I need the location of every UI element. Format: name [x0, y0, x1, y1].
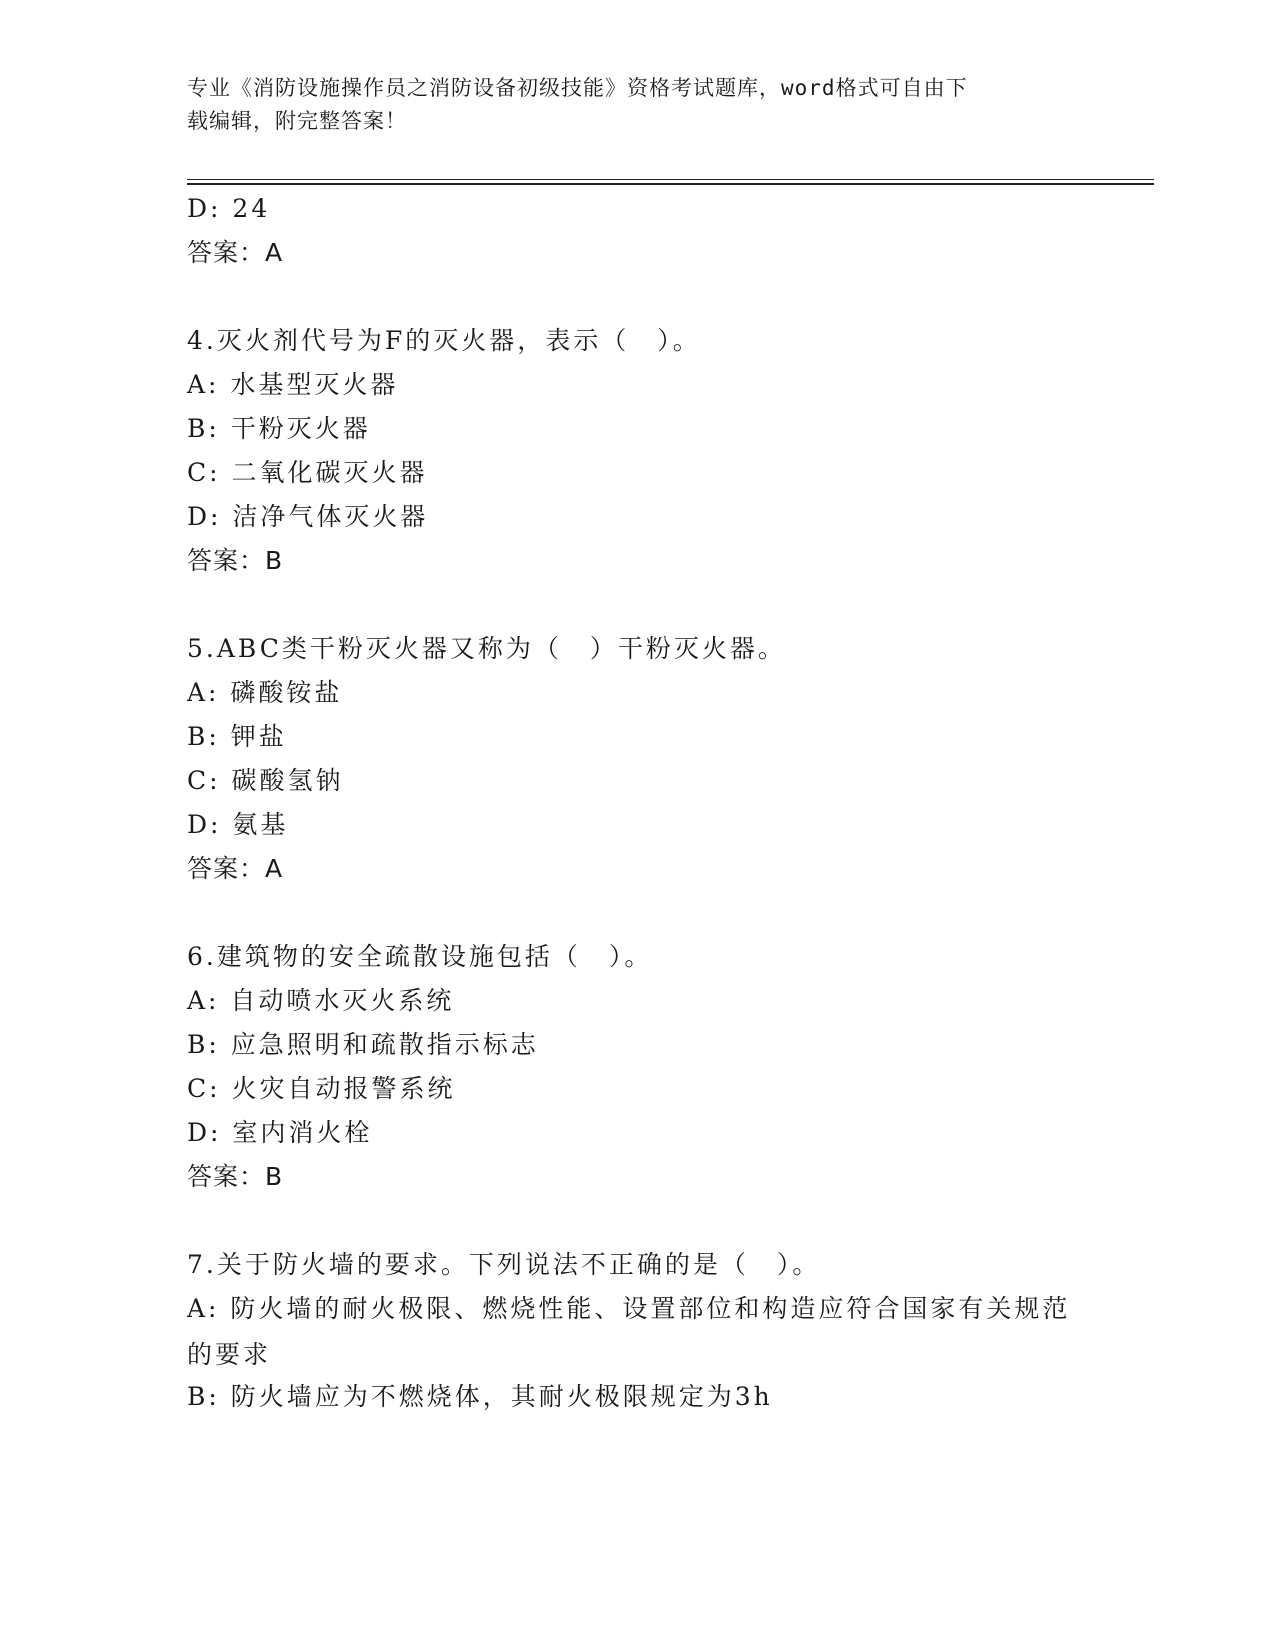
q7-option-a: A: 防火墙的耐火极限、燃烧性能、设置部位和构造应符合国家有关规范的要求: [187, 1294, 1071, 1369]
q5-option-a: A: 磷酸铵盐: [187, 678, 343, 707]
header-divider-thin: [187, 179, 1154, 180]
q3-answer: 答案：A: [187, 238, 284, 267]
q4-option-a: A: 水基型灭火器: [187, 370, 399, 399]
q5-option-c: C: 碳酸氢钠: [187, 766, 344, 795]
q5-question: 5.ABC类干粉灭火器又称为（ ）干粉灭火器。: [187, 634, 786, 663]
q4-question: 4.灭火剂代号为F的灭火器，表示（ ）。: [187, 326, 701, 355]
q6-answer: 答案：B: [187, 1162, 284, 1191]
q7-option-b: B: 防火墙应为不燃烧体，其耐火极限规定为3h: [187, 1382, 773, 1411]
header-divider-thick: [187, 183, 1154, 185]
q5-option-b: B: 钾盐: [187, 722, 287, 751]
q5-answer: 答案：A: [187, 854, 284, 883]
q7-question: 7.关于防火墙的要求。下列说法不正确的是（ ）。: [187, 1250, 821, 1279]
q6-option-a: A: 自动喷水灭火系统: [187, 986, 455, 1015]
q3-option-d: D: 24: [187, 194, 271, 223]
header-line-1: 专业《消防设施操作员之消防设备初级技能》资格考试题库，word格式可自由下: [187, 76, 968, 100]
q6-question: 6.建筑物的安全疏散设施包括（ ）。: [187, 942, 653, 971]
q4-answer: 答案：B: [187, 546, 284, 575]
q6-option-c: C: 火灾自动报警系统: [187, 1074, 456, 1103]
q4-option-c: C: 二氧化碳灭火器: [187, 458, 428, 487]
document-header: [187, 72, 1067, 138]
q5-option-d: D: 氨基: [187, 810, 289, 839]
q6-option-b: B: 应急照明和疏散指示标志: [187, 1030, 539, 1059]
q4-option-d: D: 洁净气体灭火器: [187, 502, 429, 531]
q4-option-b: B: 干粉灭火器: [187, 414, 371, 443]
header-line-2: 载编辑，附完整答案！: [187, 109, 407, 133]
q6-option-d: D: 室内消火栓: [187, 1118, 373, 1147]
